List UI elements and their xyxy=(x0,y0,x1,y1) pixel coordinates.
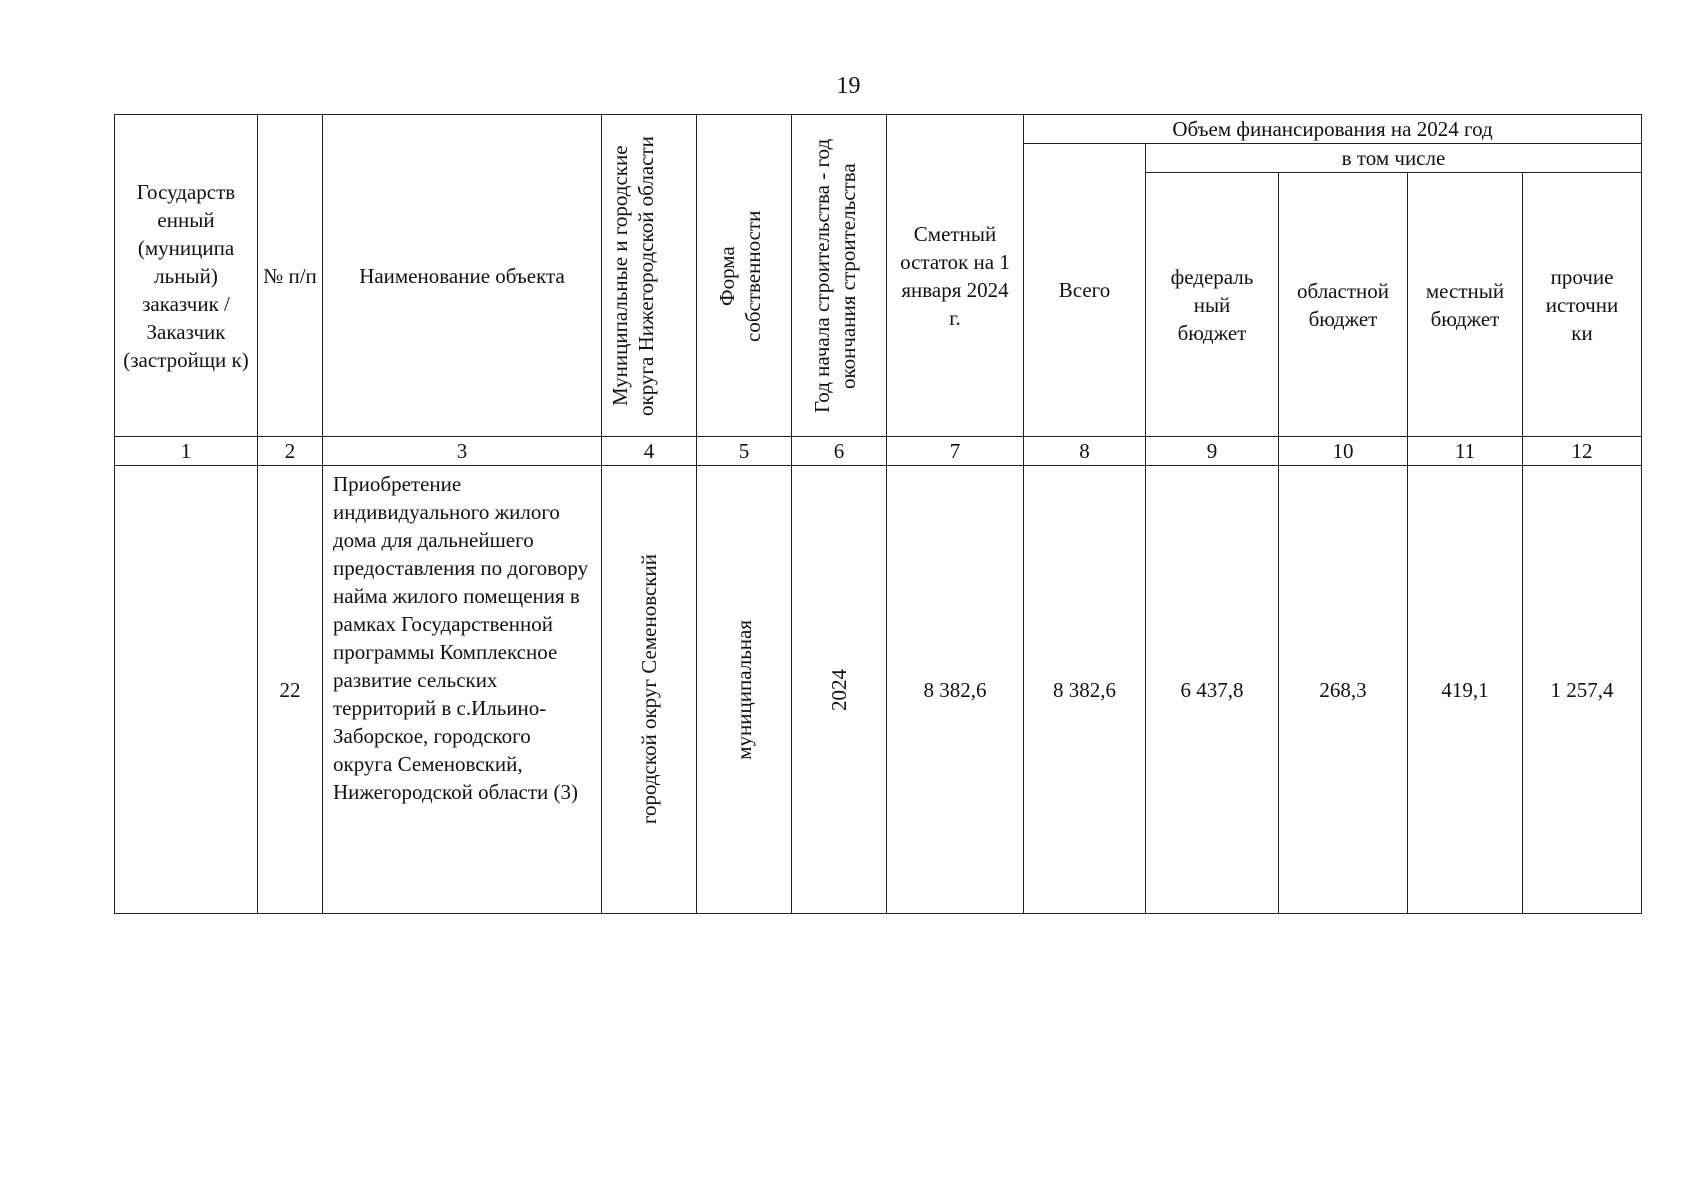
header-balance: Сметный остаток на 1 января 2024 г. xyxy=(887,115,1024,437)
cell-regional: 268,3 xyxy=(1279,466,1408,914)
cell-balance: 8 382,6 xyxy=(887,466,1024,914)
header-ownership: Форма собственности xyxy=(715,209,765,342)
cell-municipality: городской округ Семеновский xyxy=(637,554,661,825)
cell-number: 22 xyxy=(258,466,323,914)
cell-years-cell xyxy=(792,466,887,914)
column-number: 12 xyxy=(1523,437,1642,466)
cell-customer xyxy=(115,466,258,914)
table-row xyxy=(115,466,1642,914)
column-number: 7 xyxy=(887,437,1024,466)
cell-object-name: Приобретение индивидуального жилого дома для дальнейшего предоставления по договору найма жилого помещения в рамках Государственной программы Комплексное развитие сельских территорий в с.Ильино-Заборское, городского округа Семеновский, Нижегородской области (3) xyxy=(323,466,602,914)
column-number: 4 xyxy=(602,437,697,466)
cell-local: 419,1 xyxy=(1408,466,1523,914)
header-municipality-cell xyxy=(602,115,697,437)
header-years-cell xyxy=(792,115,887,437)
cell-municipality-cell xyxy=(602,466,697,914)
column-number: 1 xyxy=(115,437,258,466)
cell-other: 1 257,4 xyxy=(1523,466,1642,914)
column-number: 6 xyxy=(792,437,887,466)
header-ownership-cell xyxy=(697,115,792,437)
cell-ownership-cell xyxy=(697,466,792,914)
column-number: 10 xyxy=(1279,437,1408,466)
header-federal: федераль ный бюджет xyxy=(1146,173,1279,437)
column-number: 5 xyxy=(697,437,792,466)
header-number: № п/п xyxy=(258,115,323,437)
cell-ownership: муниципальная xyxy=(732,619,756,760)
column-number: 3 xyxy=(323,437,602,466)
header-including: в том числе xyxy=(1146,144,1642,173)
header-customer: Государств енный (муниципа льный) заказчик / Заказчик (застройщи к) xyxy=(115,115,258,437)
header-regional: областной бюджет xyxy=(1279,173,1408,437)
header-financing: Объем финансирования на 2024 год xyxy=(1024,115,1642,144)
page-number: 19 xyxy=(836,73,861,99)
header-municipality: Муниципальные и городские округа Нижегородской области xyxy=(608,135,658,416)
financing-table xyxy=(114,114,1642,914)
cell-federal: 6 437,8 xyxy=(1146,466,1279,914)
column-number: 11 xyxy=(1408,437,1523,466)
header-local: местный бюджет xyxy=(1408,173,1523,437)
column-number: 8 xyxy=(1024,437,1146,466)
cell-years: 2024 xyxy=(827,668,851,711)
column-number: 2 xyxy=(258,437,323,466)
header-years: Год начала строительства - год окончания строительства xyxy=(810,138,860,413)
header-object-name: Наименование объекта xyxy=(323,115,602,437)
header-total: Всего xyxy=(1024,144,1146,437)
column-numbers-row xyxy=(115,437,1642,466)
column-number: 9 xyxy=(1146,437,1279,466)
cell-total: 8 382,6 xyxy=(1024,466,1146,914)
header-other: прочие источни ки xyxy=(1523,173,1642,437)
